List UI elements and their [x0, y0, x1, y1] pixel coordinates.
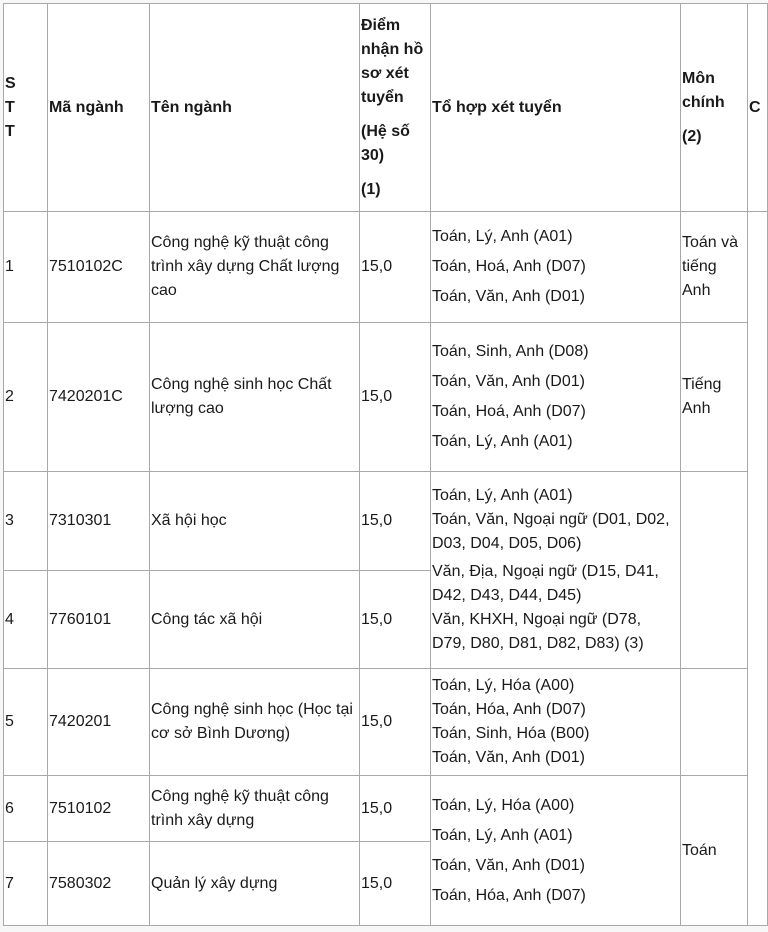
cell-code: 7510102C — [48, 212, 150, 323]
cell-name: Công nghệ sinh học (Học tại cơ sở Bình Dương) — [150, 669, 360, 776]
cell-stt: 5 — [4, 669, 48, 776]
cell-name: Công nghệ sinh học Chất lượng cao — [150, 323, 360, 472]
cell-main-subject: Tiếng Anh — [681, 323, 748, 472]
table-row — [4, 323, 768, 472]
cell-score: 15,0 — [360, 212, 431, 323]
header-stt: S T T — [4, 4, 48, 212]
cell-score: 15,0 — [360, 842, 431, 926]
cell-combos: Toán, Lý, Hóa (A00) Toán, Lý, Anh (A01) Toán, Văn, Anh (D01) Toán, Hóa, Anh (D07) — [431, 776, 681, 926]
table-row — [4, 669, 768, 776]
cell-combos: Toán, Sinh, Anh (D08) Toán, Văn, Anh (D01) Toán, Hoá, Anh (D07) Toán, Lý, Anh (A01) — [431, 323, 681, 472]
cell-main-subject — [681, 669, 748, 776]
admission-table — [3, 3, 768, 926]
cell-name: Xã hội học — [150, 472, 360, 571]
cell-score: 15,0 — [360, 571, 431, 669]
table-row — [4, 212, 768, 323]
header-major-name: Tên ngành — [150, 4, 360, 212]
table-row — [4, 472, 768, 571]
cell-score: 15,0 — [360, 472, 431, 571]
cell-combos: Toán, Lý, Anh (A01) Toán, Văn, Ngoại ngữ (D01, D02, D03, D04, D05, D06) Văn, Địa, Ngoại ngữ (D15, D41, D42, D43, D44, D45) Văn, KHXH, Ngoại ngữ (D78, D79, D80, D81, D82, D83) (3) — [431, 472, 681, 669]
cell-stt: 4 — [4, 571, 48, 669]
cell-name: Công nghệ kỹ thuật công trình xây dựng — [150, 776, 360, 842]
cell-score: 15,0 — [360, 776, 431, 842]
cell-code: 7420201 — [48, 669, 150, 776]
cell-score: 15,0 — [360, 669, 431, 776]
cell-combos: Toán, Lý, Anh (A01) Toán, Hoá, Anh (D07) Toán, Văn, Anh (D01) — [431, 212, 681, 323]
cell-main-subject: Toán và tiếng Anh — [681, 212, 748, 323]
cell-code: 7310301 — [48, 472, 150, 571]
header-major-code: Mã ngành — [48, 4, 150, 212]
cell-extra — [748, 212, 768, 926]
header-score: Điểm nhận hồ sơ xét tuyển (Hệ số 30) (1) — [360, 4, 431, 212]
cell-code: 7760101 — [48, 571, 150, 669]
cell-score: 15,0 — [360, 323, 431, 472]
cell-stt: 6 — [4, 776, 48, 842]
cell-code: 7580302 — [48, 842, 150, 926]
cell-name: Công nghệ kỹ thuật công trình xây dựng Chất lượng cao — [150, 212, 360, 323]
cell-stt: 3 — [4, 472, 48, 571]
header-combos: Tổ hợp xét tuyển — [431, 4, 681, 212]
cell-code: 7510102 — [48, 776, 150, 842]
table-row — [4, 776, 768, 842]
header-main-subject: Môn chính (2) — [681, 4, 748, 212]
cell-stt: 1 — [4, 212, 48, 323]
header-extra: C — [748, 4, 768, 212]
cell-main-subject — [681, 472, 748, 669]
cell-main-subject: Toán — [681, 776, 748, 926]
cell-stt: 7 — [4, 842, 48, 926]
header-row — [4, 4, 768, 212]
cell-stt: 2 — [4, 323, 48, 472]
cell-combos: Toán, Lý, Hóa (A00) Toán, Hóa, Anh (D07) Toán, Sinh, Hóa (B00) Toán, Văn, Anh (D01) — [431, 669, 681, 776]
cell-name: Quản lý xây dựng — [150, 842, 360, 926]
cell-name: Công tác xã hội — [150, 571, 360, 669]
cell-code: 7420201C — [48, 323, 150, 472]
